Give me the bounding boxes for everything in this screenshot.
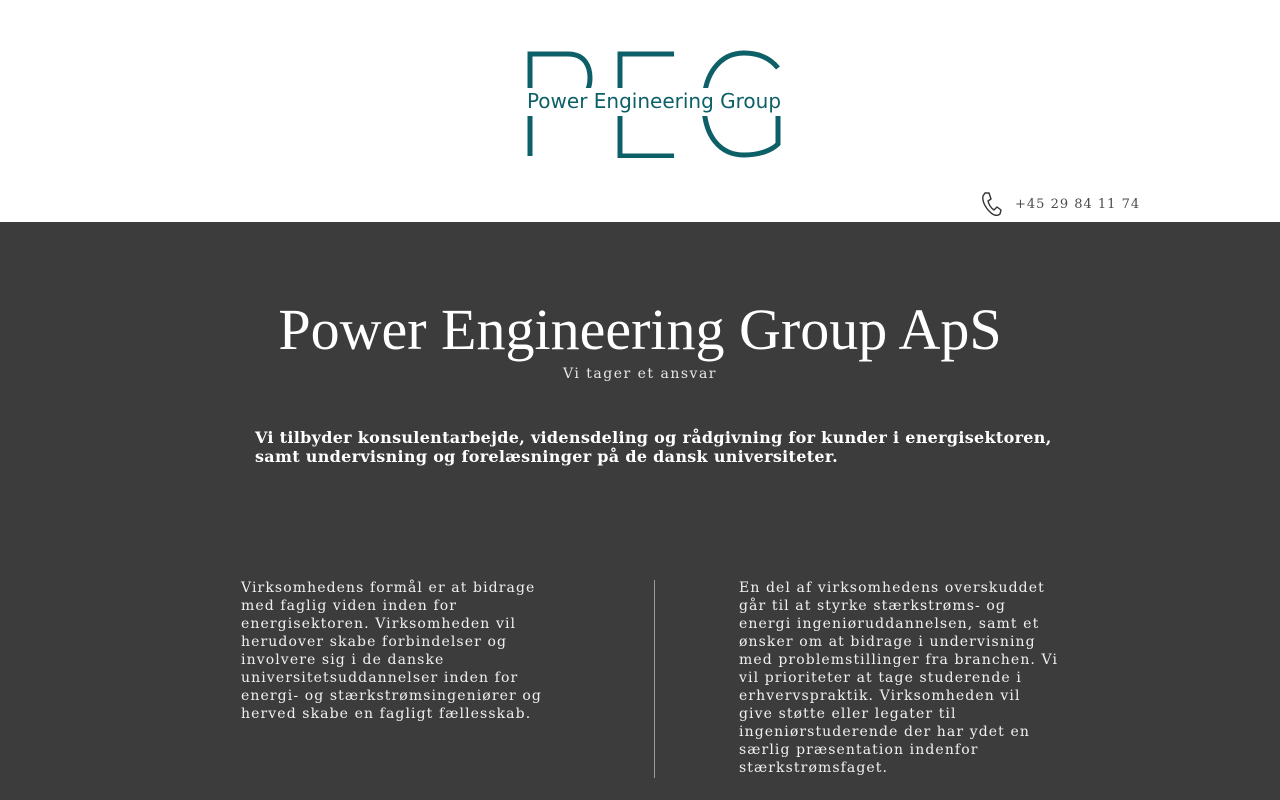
phone-contact[interactable] [980,190,1140,218]
purpose-text: Virksomhedens formål er at bidrage med faglig viden inden for energisektoren. Virksomheden vil herudover skabe forbindelser og involvere sig i de danske universitetsuddannelser inden for energi- og stærkstrømsingeniører og herved skabe en fagligt fællesskab. [241,580,542,722]
support-text: En del af virksomhedens overskuddet går til at styrke stærkstrøms- og energi ingeniøruddannelsen, samt et ønsker om at bidrage i undervisning med problemstillinger fra branchen. Vi vil prioriteter at tage studerende i erhvervspraktik. Virksomheden vil give støtte eller legater til ingeniørstuderende der har ydet en særlig præsentation indenfor stærkstrømsfaget. [739,580,1059,776]
logo-subtitle: Power Engineering Group [526,89,782,113]
column-divider [654,580,655,778]
phone-number[interactable]: +45 29 84 11 74 [1015,196,1141,212]
site-header [0,0,1280,222]
intro-text: Vi tilbyder konsulentarbejde, vidensdeling og rådgivning for kunder i energisektoren, samt undervisning og forelæsninger på de dansk universiteter. [255,428,1052,466]
page-title: Power Engineering Group ApS [278,297,1002,362]
peg-logo[interactable] [526,50,782,158]
phone-icon [980,191,1002,217]
main-section [0,222,1280,800]
tagline: Vi tager et ansvar [562,366,717,382]
